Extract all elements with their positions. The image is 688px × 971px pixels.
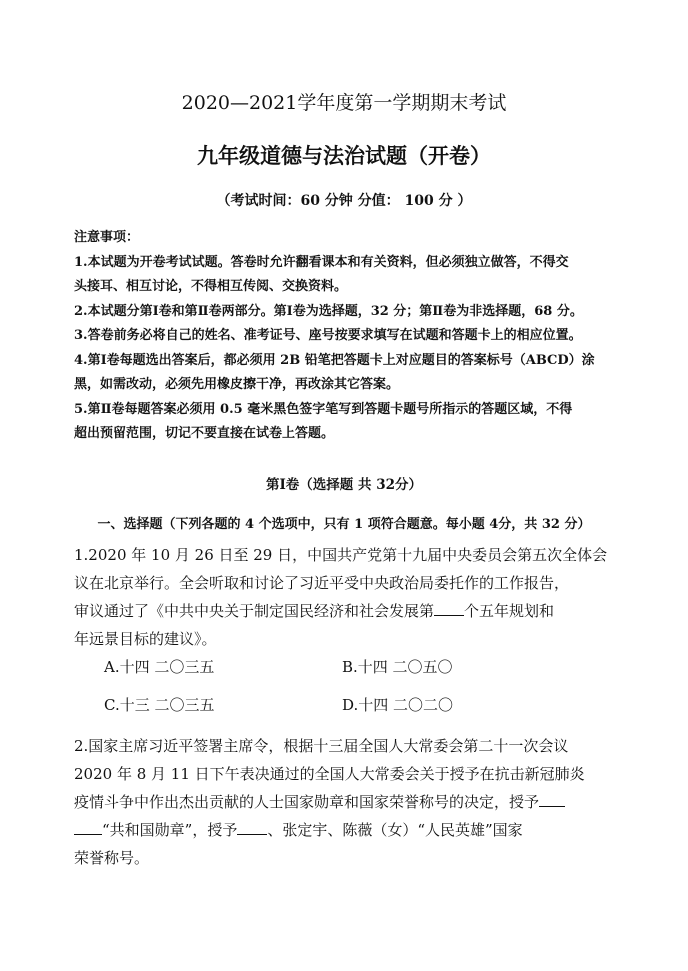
question-line: 2020 年 8 月 11 日下午表决通过的全国人大常委会关于授予在抗击新冠肺炎 <box>74 765 585 783</box>
question-line: 2.国家主席习近平签署主席令，根据十三届全国人大常委会第二十一次会议 <box>74 737 569 755</box>
question-line <box>74 816 619 844</box>
notes-block <box>74 226 619 447</box>
option-a: A.十四 二〇三五 <box>104 658 215 676</box>
answer-blank <box>237 822 267 835</box>
question-line: 年远景目标的建议》。 <box>74 630 217 648</box>
question-2-continued <box>74 816 619 872</box>
question-text: 疫情斗争中作出杰出贡献的人士国家勋章和国家荣誉称号的决定，授予 <box>74 793 540 811</box>
question-text: 个五年规划和 <box>464 602 555 620</box>
notes-line: 5.第Ⅱ卷每题答案必须用 0.5 毫米黑色签字笔写到答题卡题号所指示的答题区域，不得 <box>74 401 573 417</box>
question-line: 1.2020 年 10 月 26 日至 29 日，中国共产党第十九届中央委员会第五次全体会 <box>74 546 608 564</box>
notes-heading: 注意事项： <box>74 230 140 245</box>
option-b: B.十四 二〇五〇 <box>342 658 453 676</box>
notes-line: 3.答卷前务必将自己的姓名、准考证号、座号按要求填写在试题和答题卡上的相应位置。 <box>74 328 582 343</box>
notes-line: 黑，如需改动，必须先用橡皮擦干净，再改涂其它答案。 <box>74 377 400 392</box>
notes-line: 2.本试题分第Ⅰ卷和第Ⅱ卷两部分。第Ⅰ卷为选择题，32 分；第Ⅱ卷为非选择题，68 分。 <box>74 303 583 319</box>
notes-line: 头接耳、相互讨论，不得相互传阅、交换资料。 <box>74 279 348 294</box>
question-line <box>74 788 619 816</box>
notes-line: 1.本试题为开卷考试试题。答卷时允许翻看课本和有关资料，但必须独立做答，不得交 <box>74 254 569 270</box>
notes-line: 4.第Ⅰ卷每题选出答案后，都必须用 2B 铅笔把答题卡上对应题目的答案标号（ABCD）涂 <box>74 352 595 368</box>
answer-blank <box>539 794 565 807</box>
exam-info: （考试时间：60 分钟 分值： 100 分 ） <box>216 193 472 209</box>
question-line <box>74 597 619 625</box>
question-2 <box>74 732 619 816</box>
subject-title: 九年级道德与法治试题（开卷） <box>197 143 491 168</box>
exam-title: 2020—2021学年度第一学期期末考试 <box>181 92 507 114</box>
notes-line: 超出预留范围，切记不要直接在试卷上答题。 <box>74 426 335 441</box>
section-instruction: 一、选择题（下列各题的 4 个选项中，只有 1 项符合题意。每小题 4分，共 32 分） <box>97 517 591 532</box>
question-text: “共和国勋章”，授予 <box>102 821 238 839</box>
question-text: 审议通过了《中共中央关于制定国民经济和社会发展第 <box>74 602 435 620</box>
part-title: 第Ⅰ卷（选择题 共 32分） <box>265 477 422 493</box>
option-c: C.十三 二〇三五 <box>104 696 215 714</box>
option-d: D.十四 二〇二〇 <box>342 696 454 714</box>
answer-blank <box>434 603 464 616</box>
question-line: 议在北京举行。全会听取和讨论了习近平受中央政治局委托作的工作报告， <box>74 574 570 592</box>
question-text: 、张定宇、陈薇（女）“人民英雄”国家 <box>267 821 523 839</box>
question-line: 荣誉称号。 <box>74 849 150 867</box>
answer-blank <box>74 822 102 835</box>
question-1 <box>74 541 619 653</box>
